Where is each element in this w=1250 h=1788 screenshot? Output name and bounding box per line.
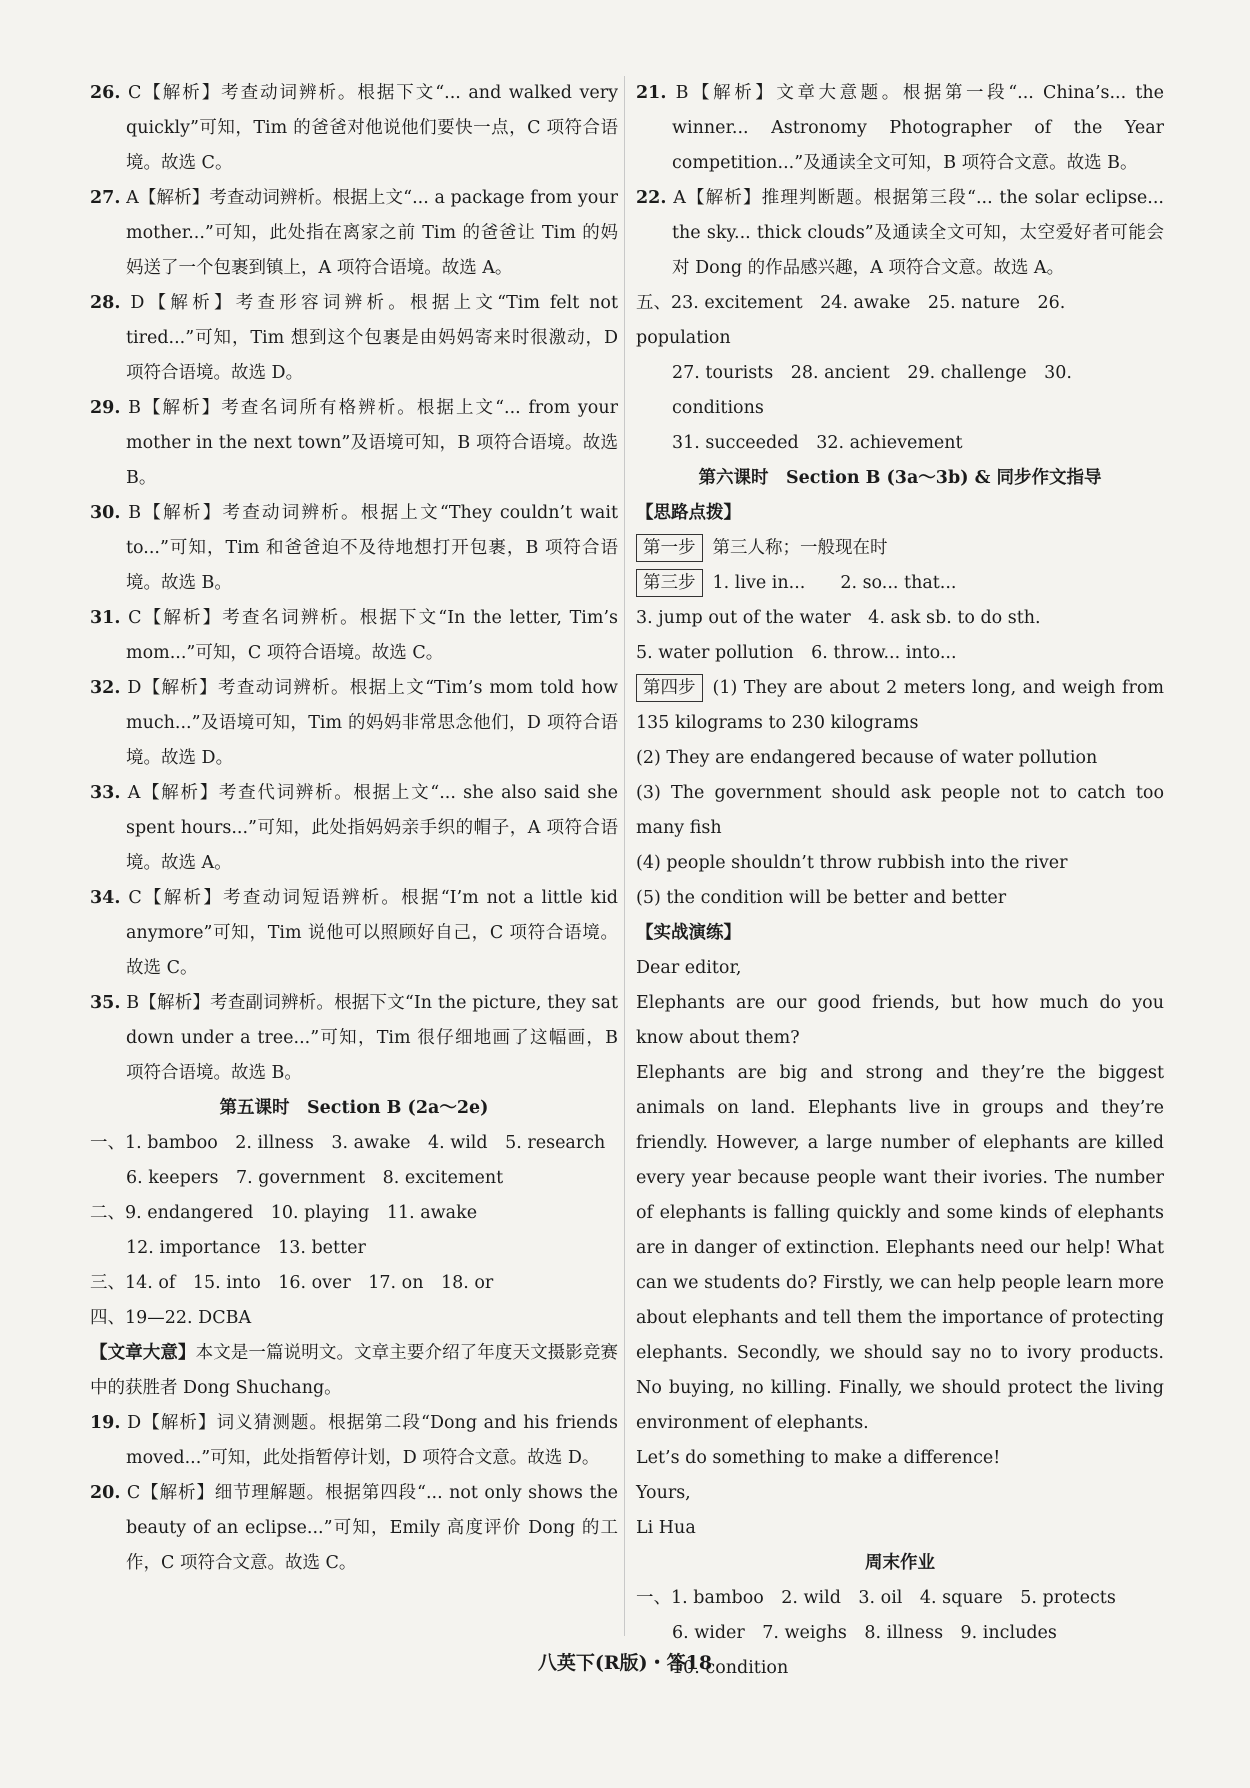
column-divider [624,76,625,1636]
exercise-5-line-c: 31. succeeded 32. achievement [672,433,963,453]
step-1-box: 第一步 [636,534,703,562]
page-footer: 八英下(R版)・答18 [537,1652,713,1674]
right-column [636,76,1164,1686]
step-1: 第一步 第三人称；一般现在时 [636,531,1164,566]
exercise-5-line-b: 27. tourists 28. ancient 29. challenge 30. conditions [672,363,1072,418]
exercise-2-line-b: 12. importance 13. better [126,1238,366,1258]
answer-19: 19. D【解析】词义猜测题。根据第二段“Dong and his friends moved...”可知，此处指暂停计划，D 项符合文意。故选 D。 [90,1413,618,1468]
exercise-2-line-a: 二、9. endangered 10. playing 11. awake [90,1203,478,1223]
section-title-lesson5: 第五课时 Section B (2a～2e) [219,1098,489,1118]
exercise-3-line: 三、14. of 15. into 16. over 17. on 18. or [90,1273,494,1293]
answer-34: 34. C【解析】考查动词短语辨析。根据“I’m not a little kid anymore”可知，Tim 说他可以照顾好自己，C 项符合语境。故选 C。 [90,888,618,978]
exercise-1-line-a: 一、1. bamboo 2. illness 3. awake 4. wild 5. research [90,1133,606,1153]
left-column [90,76,618,1581]
section-title-lesson6: 第六课时 Section B (3a～3b) & 同步作文指导 [698,468,1102,488]
step-3-line-b: 3. jump out of the water 4. ask sb. to do sth. [636,608,1041,628]
step-4-item-4: (4) people shouldn’t throw rubbish into the river [636,853,1068,873]
exercise-5-line-a: 五、23. excitement 24. awake 25. nature 26. population [636,293,1066,348]
answer-31: 31. C【解析】考查名词辨析。根据下文“In the letter, Tim’s mom...”可知，C 项符合语境。故选 C。 [90,608,618,663]
answer-32: 32. D【解析】考查动词辨析。根据上文“Tim’s mom told how much...”及语境可知，Tim 的妈妈非常思念他们，D 项符合语境。故选 D。 [90,678,618,768]
step-4-item-3: (3) The government should ask people not to catch too many fish [636,783,1164,838]
weekend-line-b: 6. wider 7. weighs 8. illness 9. includes [672,1623,1057,1643]
step-3: 第三步 1. live in... 2. so... that... [636,566,1164,601]
letter-paragraph-2: Elephants are big and strong and they’re the biggest animals on land. Elephants live in groups and they’re friendly. However, a large number of elephants are killed every year because people want their ivories. The number of elephants is falling quickly and some kinds of elephants are in danger of extinction. Elephants need our help! What can we students do? Firstly, we can help people learn more about elephants and tell them the importance of protecting elephants. Secondly, we should say no to ivory products. No buying, no killing. Finally, we should protect the living environment of elephants. [636,1063,1164,1433]
exercise-1-line-b: 6. keepers 7. government 8. excitement [126,1168,504,1188]
weekend-line-a: 一、1. bamboo 2. wild 3. oil 4. square 5. protects [636,1588,1116,1608]
weekend-homework-title: 周末作业 [865,1553,935,1573]
weekend-line-c: 10. condition [672,1658,789,1678]
practice-heading: 【实战演练】 [636,923,741,943]
step-4-item-5: (5) the condition will be better and better [636,888,1007,908]
answer-29: 29. B【解析】考查名词所有格辨析。根据上文“... from your mother in the next town”及语境可知，B 项符合语境。故选 B。 [90,398,618,488]
answer-20: 20. C【解析】细节理解题。根据第四段“... not only shows the beauty of an eclipse...”可知，Emily 高度评价 Dong 的工作，C 项符合文意。故选 C。 [90,1483,618,1573]
answer-28: 28. D【解析】考查形容词辨析。根据上文“Tim felt not tired...”可知，Tim 想到这个包裹是由妈妈寄来时很激动，D 项符合语境。故选 D。 [90,293,618,383]
answer-27: 27. A【解析】考查动词辨析。根据上文“... a package from your mother...”可知，此处指在离家之前 Tim 的爸爸让 Tim 的妈妈送了一个包裹到镇上，A 项符合语境。故选 A。 [90,188,618,278]
step-4: 第四步 (1) They are about 2 meters long, and weigh from 135 kilograms to 230 kilograms [636,671,1164,741]
letter-greeting: Dear editor, [636,958,742,978]
answer-35: 35. B【解析】考查副词辨析。根据下文“In the picture, they sat down under a tree...”可知，Tim 很仔细地画了这幅画，B 项符合语境。故选 B。 [90,993,618,1083]
step-4-item-2: (2) They are endangered because of water pollution [636,748,1098,768]
tips-heading: 【思路点拨】 [636,503,741,523]
step-3-box: 第三步 [636,569,703,597]
step-3-line-c: 5. water pollution 6. throw... into... [636,643,957,663]
answer-33: 33. A【解析】考查代词辨析。根据上文“... she also said she spent hours...”可知，此处指妈妈亲手织的帽子，A 项符合语境。故选 A。 [90,783,618,873]
article-summary: 【文章大意】本文是一篇说明文。文章主要介绍了年度天文摄影竞赛中的获胜者 Dong Shuchang。 [90,1343,619,1398]
step-4-box: 第四步 [636,674,703,702]
letter-paragraph-1: Elephants are our good friends, but how much do you know about them? [636,993,1164,1048]
exercise-4-line: 四、19—22. DCBA [90,1308,252,1328]
answer-30: 30. B【解析】考查动词辨析。根据上文“They couldn’t wait to...”可知，Tim 和爸爸迫不及待地想打开包裹，B 项符合语境。故选 B。 [90,503,618,593]
answer-21: 21. B【解析】文章大意题。根据第一段“... China’s... the winner... Astronomy Photographer of the Year competition...”及通读全文可知，B 项符合文意。故选 B。 [636,83,1164,173]
letter-signature: Li Hua [636,1518,696,1538]
letter-paragraph-3: Let’s do something to make a difference! [636,1448,1001,1468]
answer-22: 22. A【解析】推理判断题。根据第三段“... the solar eclipse... the sky... thick clouds”及通读全文可知，太空爱好者可能会对 Dong 的作品感兴趣，A 项符合文意。故选 A。 [636,188,1164,278]
answer-26: 26. C【解析】考查动词辨析。根据下文“... and walked very quickly”可知，Tim 的爸爸对他说他们要快一点，C 项符合语境。故选 C。 [90,83,618,173]
letter-closing: Yours, [636,1483,691,1503]
